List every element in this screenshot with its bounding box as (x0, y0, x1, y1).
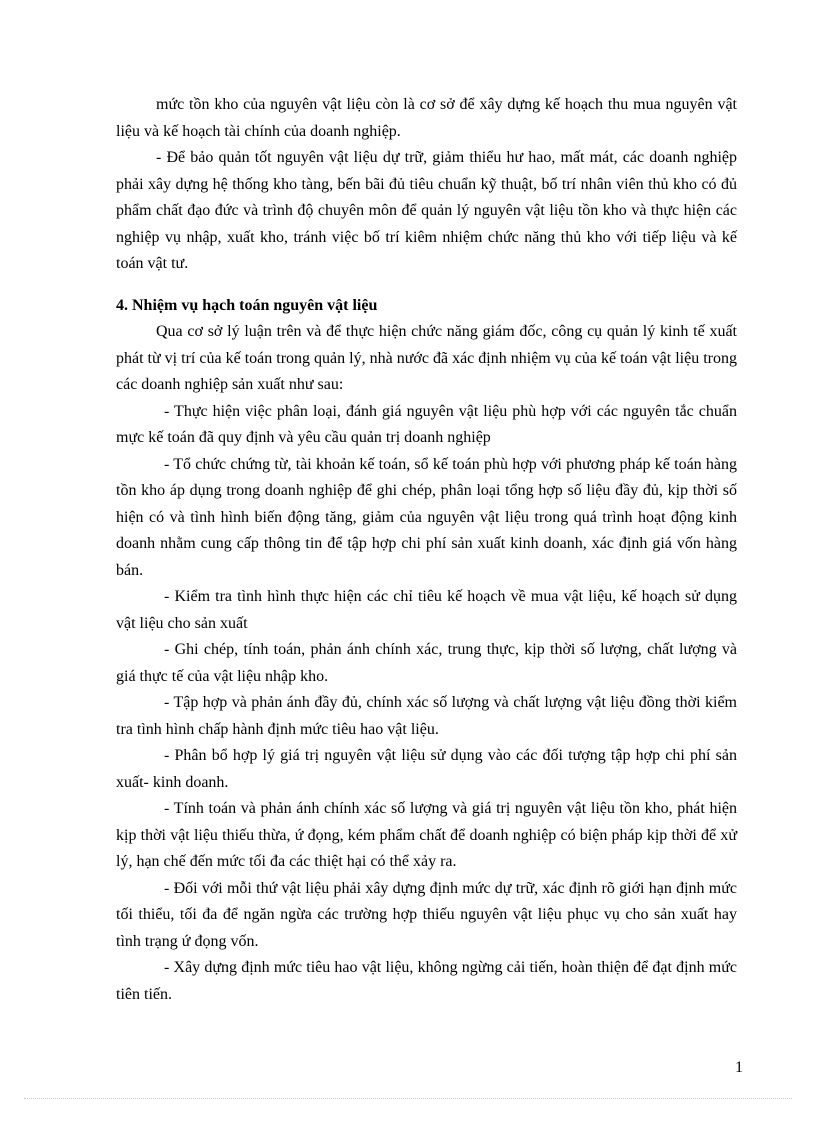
page-number: 1 (735, 1059, 743, 1076)
task-item: - Tập hợp và phản ánh đầy đủ, chính xác số lượng và chất lượng vật liệu đồng thời kiểm tra tình hình chấp hành định mức tiêu hao vật liệu. (116, 694, 737, 738)
task-item: - Phân bổ hợp lý giá trị nguyên vật liệu sử dụng vào các đối tượng tập hợp chi phí sản xuất- kinh doanh. (116, 747, 737, 791)
task-item: - Đối với mỗi thứ vật liệu phải xây dựng định mức dự trữ, xác định rõ giới hạn định mức tối thiểu, tối đa để ngăn ngừa các trường hợp thiếu nguyên vật liệu phục vụ cho sản xuất hay tình trạng ứ đọng vốn. (116, 879, 737, 950)
section-heading: 4. Nhiệm vụ hạch toán nguyên vật liệu (116, 296, 378, 314)
task-item: - Tính toán và phản ánh chính xác số lượng và giá trị nguyên vật liệu tồn kho, phát hiện kịp thời vật liệu thiếu thừa, ứ đọng, kém phẩm chất để doanh nghiệp có biện pháp kịp thời để xử lý, hạn chế đến mức tối đa các thiệt hại có thể xảy ra. (116, 800, 737, 870)
task-item: - Tổ chức chứng từ, tài khoản kế toán, sổ kế toán phù hợp với phương pháp kế toán hàng tồn kho áp dụng trong doanh nghiệp để ghi chép, phân loại tổng hợp số liệu đầy đủ, kịp thời số hiện có và tình hình biến động tăng, giảm của nguyên vật liệu trong quá trình hoạt động kinh doanh nhằm cung cấp thông tin để tập hợp chi phí sản xuất kinh doanh, xác định giá vốn hàng bán. (116, 455, 737, 579)
section-intro: Qua cơ sở lý luận trên và để thực hiện chức năng giám đốc, công cụ quản lý kinh tế xuất phát từ vị trí của kế toán trong quản lý, nhà nước đã xác định nhiệm vụ của kế toán vật liệu trong các doanh nghiệp sản xuất như sau: (116, 323, 737, 393)
task-item: - Ghi chép, tính toán, phản ánh chính xác, trung thực, kịp thời số lượng, chất lượng và giá thực tế của vật liệu nhập kho. (116, 641, 737, 685)
paragraph-storage: - Để bảo quản tốt nguyên vật liệu dự trữ, giảm thiểu hư hao, mất mát, các doanh nghiệp phải xây dựng hệ thống kho tàng, bến bãi đủ tiêu chuẩn kỹ thuật, bố trí nhân viên thủ kho có đủ phẩm chất đạo đức và trình độ chuyên môn để quản lý nguyên vật liệu tồn kho và thực hiện các nghiệp vụ nhập, xuất kho, tránh việc bố trí kiêm nhiệm chức năng thủ kho với tiếp liệu và kế toán vật tư. (116, 149, 737, 272)
task-item: - Xây dựng định mức tiêu hao vật liệu, không ngừng cải tiến, hoàn thiện để đạt định mức tiên tiến. (116, 959, 737, 1003)
section-gap (116, 278, 737, 293)
task-item: - Kiểm tra tình hình thực hiện các chỉ tiêu kế hoạch về mua vật liệu, kế hoạch sử dụng vật liệu cho sản xuất (116, 588, 737, 632)
document-body (116, 92, 737, 1008)
paragraph-inventory-basis: mức tồn kho của nguyên vật liệu còn là cơ sở để xây dựng kế hoạch thu mua nguyên vật liệu và kế hoạch tài chính của doanh nghiệp. (116, 96, 737, 140)
page-bottom-divider (24, 1098, 792, 1099)
task-item: - Thực hiện việc phân loại, đánh giá nguyên vật liệu phù hợp với các nguyên tắc chuẩn mực kế toán đã quy định và yêu cầu quản trị doanh nghiệp (116, 402, 737, 446)
